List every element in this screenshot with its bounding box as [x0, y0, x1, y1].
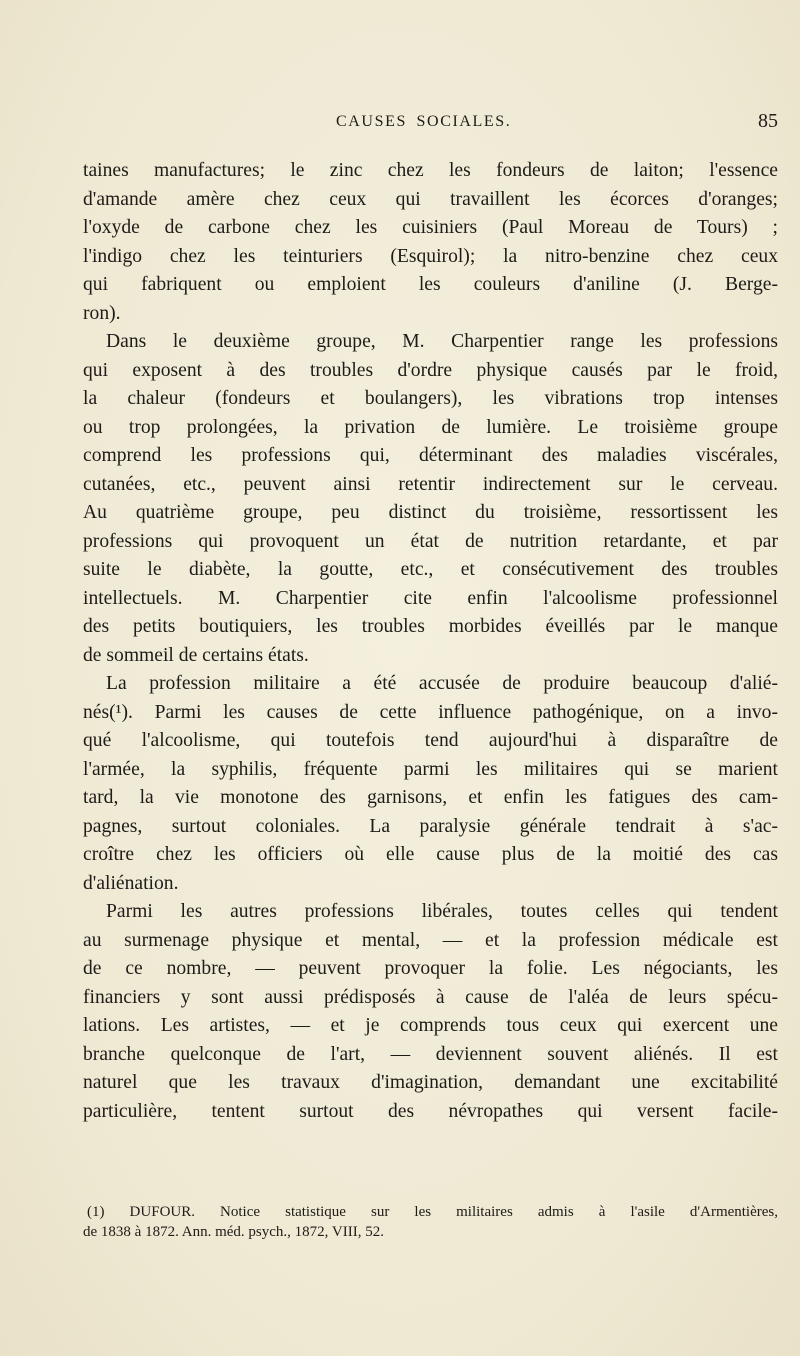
footnote-line: (1) DUFOUR. Notice statistique sur les militaires admis à l'asile d'Armentières,	[87, 1204, 778, 1220]
text-line: des petits boutiquiers, les troubles morbides éveillés par le manque	[83, 616, 778, 637]
text-line: branche quelconque de l'art, — deviennent souvent aliénés. Il est	[83, 1043, 778, 1065]
text-line: l'indigo chez les teinturiers (Esquirol); la nitro-benzine chez ceux	[83, 245, 778, 267]
text-line: ou trop prolongées, la privation de lumière. Le troisième groupe	[83, 416, 778, 438]
text-line: qui exposent à des troubles d'ordre physique causés par le froid,	[83, 359, 778, 381]
text-line: taines manufactures; le zinc chez les fondeurs de laiton; l'essence	[83, 160, 778, 181]
text-line: l'armée, la syphilis, fréquente parmi les militaires qui se marient	[83, 758, 778, 780]
text-line: intellectuels. M. Charpentier cite enfin l'alcoolisme professionnel	[83, 587, 778, 609]
footnotes	[83, 1202, 778, 1242]
text-line: qui fabriquent ou emploient les couleurs d'aniline (J. Berge-	[83, 274, 778, 295]
footnote-line: de 1838 à 1872. Ann. méd. psych., 1872, VIII, 52.	[83, 1224, 384, 1240]
body-text	[83, 157, 778, 1126]
text-line: lations. Les artistes, — et je comprends tous ceux qui exercent une	[83, 1015, 778, 1036]
page-header	[196, 110, 778, 143]
text-line: pagnes, surtout coloniales. La paralysie générale tendrait à s'ac-	[83, 815, 778, 837]
text-line: de sommeil de certains états.	[83, 644, 309, 666]
text-line: suite le diabète, la goutte, etc., et consécutivement des troubles	[83, 559, 778, 580]
text-line: de ce nombre, — peuvent provoquer la folie. Les négociants, les	[83, 958, 778, 979]
text-line: cutanées, etc., peuvent ainsi retentir indirectement sur le cerveau.	[83, 473, 778, 495]
text-line: qué l'alcoolisme, qui toutefois tend aujourd'hui à disparaître de	[83, 730, 778, 751]
text-line: naturel que les travaux d'imagination, demandant une excitabilité	[83, 1072, 778, 1093]
text-line: tard, la vie monotone des garnisons, et enfin les fatigues des cam-	[83, 787, 778, 808]
text-line: nés(¹). Parmi les causes de cette influence pathogénique, on a invo-	[83, 701, 778, 723]
text-line: croître chez les officiers où elle cause plus de la moitié des cas	[83, 844, 778, 865]
text-line: comprend les professions qui, déterminant des maladies viscérales,	[83, 445, 778, 466]
text-line: ron).	[83, 302, 121, 324]
page-number: 85	[758, 110, 778, 132]
text-line: La profession militaire a été accusée de produire beaucoup d'alié-	[106, 673, 778, 694]
text-line: professions qui provoquent un état de nutrition retardante, et par	[83, 530, 778, 552]
text-line: Parmi les autres professions libérales, toutes celles qui tendent	[106, 901, 778, 922]
text-line: particulière, tentent surtout des névropathes qui versent facile-	[83, 1100, 778, 1122]
text-line: Au quatrième groupe, peu distinct du troisième, ressortissent les	[83, 502, 778, 523]
text-line: d'amande amère chez ceux qui travaillent les écorces d'oranges;	[83, 188, 778, 210]
text-line: la chaleur (fondeurs et boulangers), les vibrations trop intenses	[83, 388, 778, 409]
text-line: financiers y sont aussi prédisposés à cause de l'aléa de leurs spécu-	[83, 986, 778, 1008]
text-line: d'aliénation.	[83, 872, 179, 894]
running-head: CAUSES SOCIALES.	[336, 113, 512, 130]
text-line: au surmenage physique et mental, — et la profession médicale est	[83, 929, 778, 951]
text-line: l'oxyde de carbone chez les cuisiniers (Paul Moreau de Tours) ;	[83, 217, 778, 238]
text-line: Dans le deuxième groupe, M. Charpentier range les professions	[106, 331, 778, 352]
